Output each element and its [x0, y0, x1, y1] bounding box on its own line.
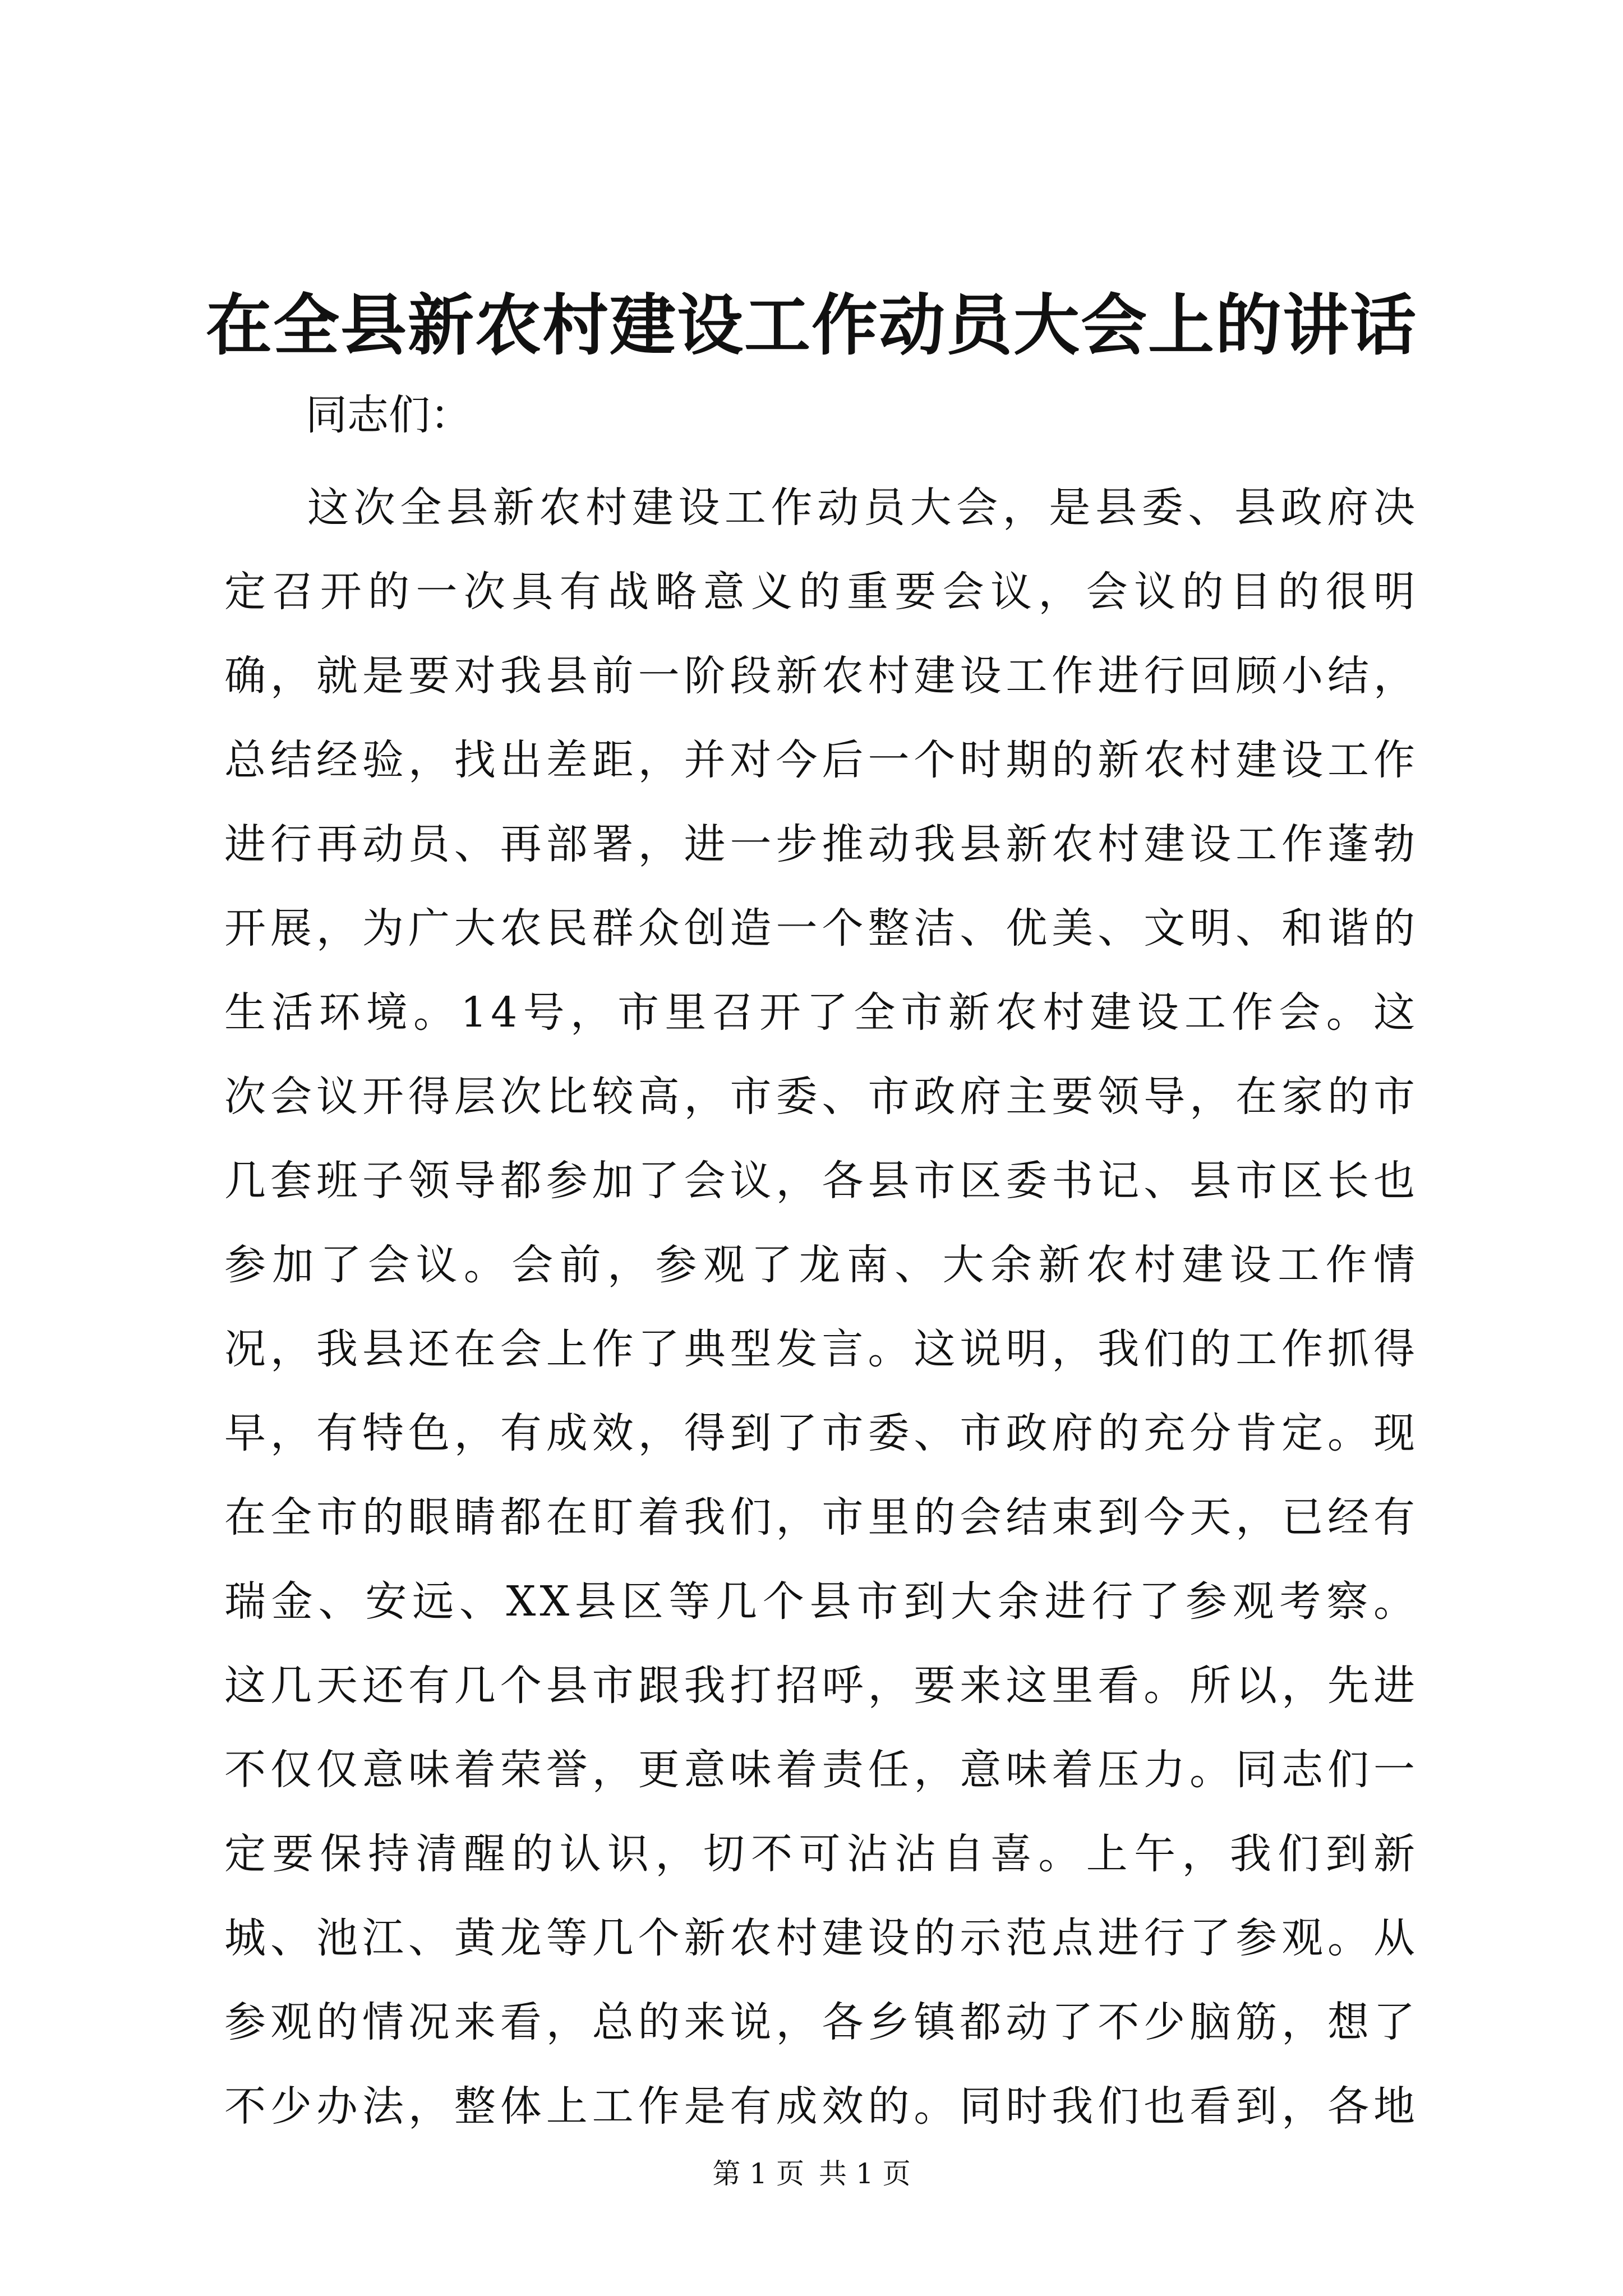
body-paragraph: 这次全县新农村建设工作动员大会，是县委、县政府决定召开的一次具有战略意义的重要会议，会议的目的很明确，就是要对我县前一阶段新农村建设工作进行回顾小结，总结经验，找出差距，并对今后一个时期的新农村建设工作进行再动员、再部署，进一步推动我县新农村建设工作蓬勃开展，为广大农民群众创造一个整洁、优美、文明、和谐的生活环境。14号，市里召开了全市新农村建设工作会。这次会议开得层次比较高，市委、市政府主要领导，在家的市几套班子领导都参加了会议，各县市区委书记、县市区长也参加了会议。会前，参观了龙南、大余新农村建设工作情况，我县还在会上作了典型发言。这说明，我们的工作抓得早，有特色，有成效，得到了市委、市政府的充分肯定。现在全市的眼睛都在盯着我们，市里的会结束到今天，已经有瑞金、安远、XX县区等几个县市到大余进行了参观考察。这几天还有几个县市跟我打招呼，要来这里看。所以，先进不仅仅意味着荣誉，更意味着责任，意味着压力。同志们一定要保持清醒的认识，切不可沾沾自喜。上午，我们到新城、池江、黄龙等几个新农村建设的示范点进行了参观。从参观的情况来看，总的来说，各乡镇都动了不少脑筋，想了不少办法，整体上工作是有成效的。同时我们也看到，各地 [224, 484, 1419, 2131]
page-number: 第 1 页 [712, 2157, 804, 2190]
page-footer [0, 2154, 1623, 2193]
salutation: 同志们： [306, 391, 472, 439]
document-title: 在全县新农村建设工作动员大会上的讲话 [205, 286, 1417, 364]
page-total: 共 1 页 [819, 2157, 911, 2190]
